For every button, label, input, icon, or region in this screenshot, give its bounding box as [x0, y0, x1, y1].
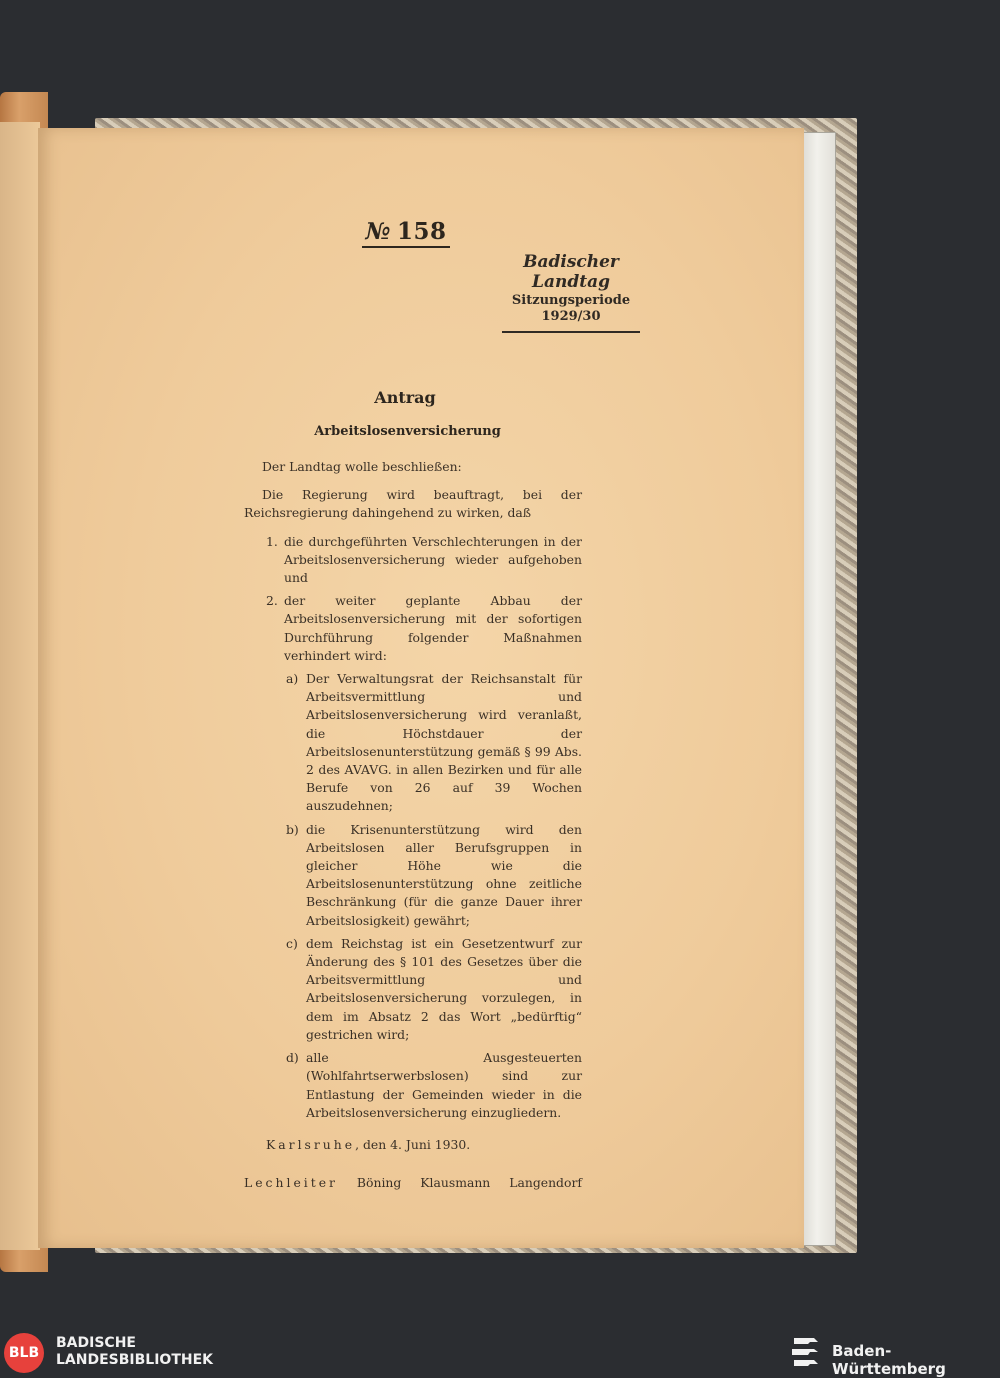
subitem-text: alle Ausgesteuerten (Wohlfahrtserwerbslosen) sind zur Entlastung der Gemeinden wieder in die Arbeitslosenversicherung einzugliedern.: [306, 1050, 582, 1120]
stamp-title: Badischer Landtag: [523, 252, 619, 292]
sub-list-item: [244, 1049, 582, 1122]
landtag-stamp: [496, 252, 646, 333]
subitem-marker: b): [286, 821, 299, 837]
document-number: [362, 218, 450, 248]
sub-list-item: [244, 821, 582, 930]
list-item: [244, 592, 582, 665]
subitem-text: dem Reichstag ist ein Gesetzentwurf zur Änderung des § 101 des Gesetzes über die Arbeitsvermittlung und Arbeitslosenversicherung vorzulegen, in dem im Absatz 2 das Wort „bedürftig“ gestrichen wird;: [306, 935, 582, 1042]
place-name: Karlsruhe: [266, 1136, 356, 1152]
library-name-line1: BADISCHE: [56, 1335, 136, 1351]
signatory-name: Böning: [356, 1175, 402, 1191]
stamp-subtitle: Sitzungsperiode: [511, 293, 631, 308]
stamp-underline: [502, 331, 640, 333]
document-title: Antrag: [374, 388, 436, 407]
intro-text: Der Landtag wolle beschließen:: [262, 459, 462, 474]
signatory-name: Lechleiter: [244, 1175, 338, 1191]
baden-wuerttemberg-lions-icon[interactable]: [790, 1334, 822, 1370]
stamp-period: 1929/30: [541, 309, 601, 324]
item-text: die durchgeführten Verschlechterungen in der Arbeitslosenversicherung wieder aufgehoben und: [284, 533, 582, 586]
blb-logo[interactable]: BLB: [4, 1333, 44, 1373]
subitem-text: Der Verwaltungsrat der Reichsanstalt für Arbeitsvermittlung und Arbeitslosenversicherung wird veranlaßt, die Höchstdauer der Arbeitslosenunterstützung gemäß § 99 Abs. 2 des AVAVG. in allen Bezirken und für alle Berufe von 26 auf 39 Wochen auszudehnen;: [306, 671, 582, 814]
document-subtitle: Arbeitslosenversicherung: [314, 424, 501, 439]
sub-list-item: [244, 935, 582, 1044]
document-body: [244, 458, 582, 1192]
item-text: der weiter geplante Abbau der Arbeitslosenversicherung mit der sofortigen Durchführung folgender Maßnahmen verhindert wird:: [284, 593, 582, 663]
item-marker: 1.: [266, 533, 278, 549]
library-name-line2: LANDESBIBLIOTHEK: [56, 1352, 214, 1368]
signatory-name: Langendorf: [509, 1175, 582, 1191]
signatory-name: Klausmann: [420, 1175, 491, 1191]
signatures: [244, 1174, 582, 1192]
left-page-edge: [0, 122, 40, 1250]
date-text: , den 4. Juni 1930.: [355, 1136, 471, 1152]
number-symbol: №: [365, 218, 391, 245]
place-date-line: [244, 1136, 582, 1154]
library-name[interactable]: [56, 1335, 213, 1369]
subitem-marker: c): [286, 935, 298, 951]
state-name[interactable]: Baden-Württemberg: [832, 1342, 946, 1378]
subitem-marker: d): [286, 1050, 299, 1066]
sub-list-item: [244, 670, 582, 816]
viewer-footer: [0, 1326, 1000, 1376]
subitem-text: die Krisenunterstützung wird den Arbeitslosen aller Berufsgruppen in gleicher Höhe wie die Arbeitslosenunterstützung ohne zeitliche Beschränkung (für die ganze Dauer ihrer Arbeitslosigkeit) gewährt;: [306, 821, 582, 928]
item-marker: 2.: [266, 593, 278, 609]
main-paragraph: Die Regierung wird beauftragt, bei der Reichsregierung dahingehend zu wirken, daß: [244, 487, 582, 521]
subitem-marker: a): [286, 671, 299, 687]
list-item: [244, 533, 582, 588]
number-value: 158: [396, 218, 447, 245]
